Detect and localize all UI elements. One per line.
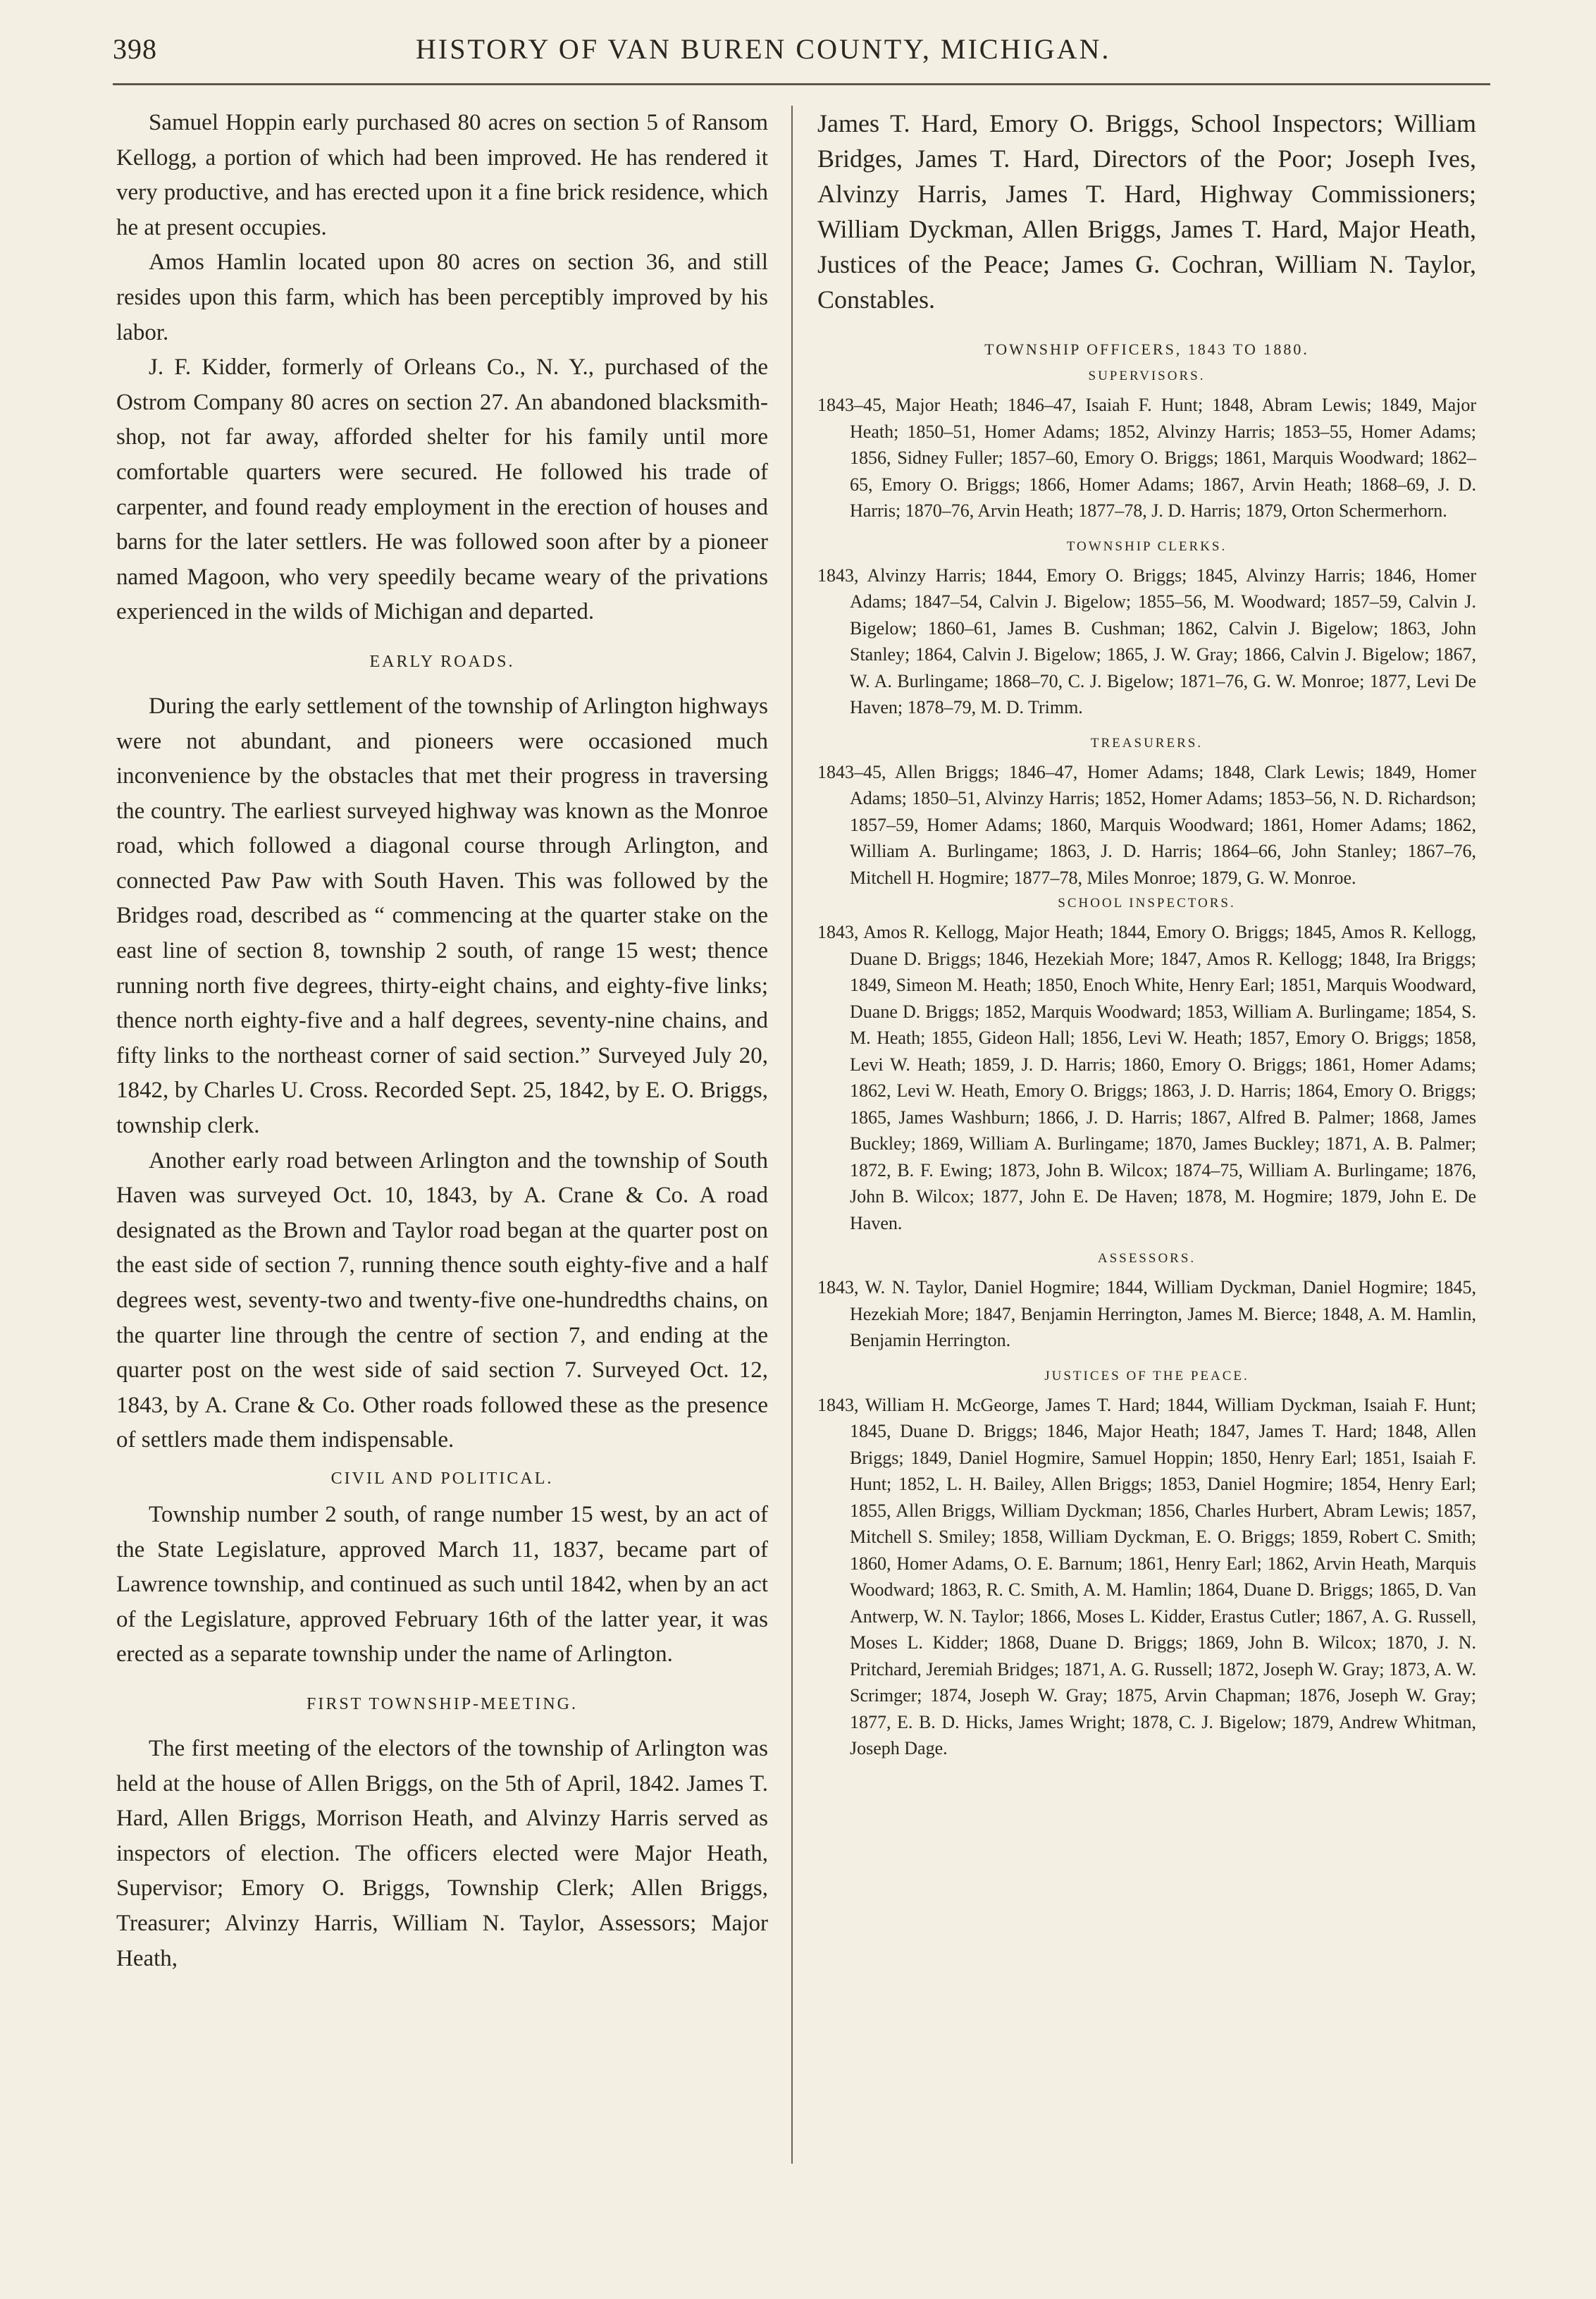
paragraph-roads-1: During the early settlement of the township of Arlington highways were not abundant, and pioneers were occasioned much inconvenience by the obstacles that met their progress in traversing the country. The earliest surveyed highway was known as the Monroe road, which followed a diagonal course through Arlington, and connected Paw Paw with South Haven. This was followed by the Bridges road, described as “ commencing at the quarter stake on the east line of section 8, township 2 south, of range 15 west; thence running north five degrees, thirty-eight chains, and eighty-five links; thence north eighty-five and a half degrees, seventy-nine chains, and fifty links to the northeast corner of said section.” Surveyed July 20, 1842, by Charles U. Cross. Recorded Sept. 25, 1842, by E. O. Briggs, township clerk. xyxy=(116,693,768,1139)
list-township-clerks: 1843, Alvinzy Harris; 1844, Emory O. Briggs; 1845, Alvinzy Harris; 1846, Homer Adams; 1847–54, Calvin J. Bigelow; 1855–56, M. Woodward; 1857–59, Calvin J. Bigelow; 1860–61, James B. Cushman; 1862, Calvin J. Bigelow; 1863, John Stanley; 1864, Calvin J. Bigelow; 1865, J. W. Gray; 1866, Calvin J. Bigelow; 1867, W. A. Burlingame; 1868–70, C. J. Bigelow; 1871–76, G. W. Monroe; 1877, Levi De Haven; 1878–79, M. D. Trimm. xyxy=(817,565,1476,717)
list-treasurers: 1843–45, Allen Briggs; 1846–47, Homer Adams; 1848, Clark Lewis; 1849, Homer Adams; 1850–51, Alvinzy Harris; 1852, Homer Adams; 1853–56, N. D. Richardson; 1857–59, Homer Adams; 1860, Marquis Woodward; 1861, Homer Adams; 1862, William A. Burlingame; 1863, J. D. Harris; 1864–66, John Stanley; 1867–76, Mitchell H. Hogmire; 1877–78, Miles Monroe; 1879, G. W. Monroe. xyxy=(817,761,1476,888)
paragraph-kidder: J. F. Kidder, formerly of Orleans Co., N. Y., purchased of the Ostrom Company 80 acres on section 27. An abandoned blacksmith-shop, not far away, afforded shelter for his family until more comfortable quarters were secured. He followed his trade of carpenter, and found ready employment in the erection of houses and barns for the later settlers. He was followed soon after by a pioneer named Magoon, who very speedily became weary of the privations experienced in the wilds of Michigan and departed. xyxy=(116,355,768,625)
right-column xyxy=(817,106,1476,1762)
heading-supervisors: SUPERVISORS. xyxy=(1088,369,1206,383)
list-justices: 1843, William H. McGeorge, James T. Hard; 1844, William Dyckman, Isaiah F. Hunt; 1845, Duane D. Briggs; 1846, Major Heath; 1847, James T. Hard; 1848, Allen Briggs; 1849, Daniel Hogmire, Samuel Hoppin; 1850, Henry Earl; 1851, Isaiah F. Hunt; 1852, L. H. Bailey, Allen Briggs; 1853, Daniel Hogmire; 1854, Henry Earl; 1855, Allen Briggs, William Dyckman; 1856, Charles Hurbert, Abram Lewis; 1857, Mitchell S. Smiley; 1858, William Dyckman, E. O. Briggs; 1859, Robert C. Smith; 1860, Homer Adams, O. E. Barnum; 1861, Henry Earl; 1862, Arvin Heath, Marquis Woodward; 1863, R. C. Smith, A. M. Hamlin; 1864, Duane D. Briggs; 1865, D. Van Antwerp, W. N. Taylor; 1866, Moses L. Kidder, Erastus Cutler; 1867, A. G. Russell, Moses L. Kidder; 1868, Duane D. Briggs; 1869, John B. Wilcox; 1870, J. N. Pritchard, Jeremiah Bridges; 1871, A. G. Russell; 1872, Joseph W. Gray; 1873, A. W. Scrimger; 1874, Joseph W. Gray; 1875, Arvin Chapman; 1876, Joseph W. Gray; 1877, E. B. D. Hicks, James Wright; 1878, C. J. Bigelow; 1879, Andrew Whitman, Joseph Dage. xyxy=(817,1394,1476,1758)
heading-early-roads: EARLY ROADS. xyxy=(369,652,515,671)
paragraph-hoppin: Samuel Hoppin early purchased 80 acres on section 5 of Ransom Kellogg, a portion of which had been improved. He has rendered it very productive, and has erected upon it a fine brick residence, which he at present occupies. xyxy=(116,110,768,240)
header-rule xyxy=(113,83,1490,85)
paragraph-roads-2: Another early road between Arlington and the township of South Haven was surveyed Oct. 10, 1843, by A. Crane & Co. A road designated as the Brown and Taylor road began at the quarter post on the east side of section 7, running thence south eighty-five and a half degrees west, seventy-two and twenty-five one-hundredths chains, on the quarter line through the centre of section 7, and ending at the quarter post on the west side of said section 7. Surveyed Oct. 12, 1843, by A. Crane & Co. Other roads followed these as the presence of settlers made them indispensable. xyxy=(116,1147,768,1453)
paragraph-meeting: The first meeting of the electors of the township of Arlington was held at the house of Allen Briggs, on the 5th of April, 1842. James T. Hard, Allen Briggs, Morrison Heath, and Alvinzy Harris served as inspectors of election. The officers elected were Major Heath, Supervisor; Emory O. Briggs, Township Clerk; Allen Briggs, Treasurer; Alvinzy Harris, William N. Taylor, Assessors; Major Heath, xyxy=(116,1735,768,1971)
heading-civil-political: CIVIL AND POLITICAL. xyxy=(330,1469,554,1488)
list-assessors: 1843, W. N. Taylor, Daniel Hogmire; 1844, William Dyckman, Daniel Hogmire; 1845, Hezekiah More; 1847, Benjamin Herrington, James M. Bierce; 1848, A. M. Hamlin, Benjamin Herrington. xyxy=(817,1277,1476,1350)
page-number: 398 xyxy=(113,33,157,65)
running-title: HISTORY OF VAN BUREN COUNTY, MICHIGAN. xyxy=(416,33,1111,65)
heading-treasurers: TREASURERS. xyxy=(1090,735,1204,751)
page-header xyxy=(113,28,1487,78)
list-school-inspectors: 1843, Amos R. Kellogg, Major Heath; 1844, Emory O. Briggs; 1845, Amos R. Kellogg, Duane D. Briggs; 1846, Hezekiah More; 1847, Amos R. Kellogg; 1848, Ira Briggs; 1849, Simeon M. Heath; 1850, Enoch White, Henry Earl; 1851, Marquis Woodward, Duane D. Briggs; 1852, Marquis Woodward; 1853, William A. Burlingame; 1854, S. M. Heath; 1855, Gideon Hall; 1856, Levi W. Heath; 1857, Emory O. Briggs; 1858, Levi W. Heath; 1859, J. D. Harris; 1860, Emory O. Briggs; 1861, Homer Adams; 1862, Levi W. Heath, Emory O. Briggs; 1863, J. D. Harris; 1864, Emory O. Briggs; 1865, James Washburn; 1866, J. D. Harris; 1867, Alfred B. Palmer; 1868, James Buckley; 1869, William A. Burlingame; 1870, James Buckley; 1871, A. B. Palmer; 1872, B. F. Ewing; 1873, John B. Wilcox; 1874–75, William A. Burlingame; 1876, John B. Wilcox; 1877, John E. De Haven; 1878, M. Hogmire; 1879, John E. De Haven. xyxy=(817,922,1476,1233)
paragraph-officers-continued: James T. Hard, Emory O. Briggs, School Inspectors; William Bridges, James T. Hard, Directors of the Poor; Joseph Ives, Alvinzy Harris, James T. Hard, Highway Commissioners; William Dyckman, Allen Briggs, James T. Hard, Major Heath, Justices of the Peace; James G. Cochran, William N. Taylor, Constables. xyxy=(817,109,1476,314)
heading-justices: JUSTICES OF THE PEACE. xyxy=(1044,1368,1249,1383)
paragraph-hamlin: Amos Hamlin located upon 80 acres on section 36, and still resides upon this farm, which has been perceptibly improved by his labor. xyxy=(116,249,768,345)
left-column xyxy=(116,106,768,1976)
heading-township-officers: TOWNSHIP OFFICERS, 1843 TO 1880. xyxy=(984,340,1309,358)
list-supervisors: 1843–45, Major Heath; 1846–47, Isaiah F. Hunt; 1848, Abram Lewis; 1849, Major Heath; 1850–51, Homer Adams; 1852, Alvinzy Harris; 1853–55, Homer Adams; 1856, Sidney Fuller; 1857–60, Emory O. Briggs; 1861, Marquis Woodward; 1862–65, Emory O. Briggs; 1866, Homer Adams; 1867, Arvin Heath; 1868–69, J. D. Harris; 1870–76, Arvin Heath; 1877–78, J. D. Harris; 1879, Orton Schermerhorn. xyxy=(817,395,1476,521)
heading-township-clerks: TOWNSHIP CLERKS. xyxy=(1066,538,1227,554)
column-divider xyxy=(791,106,793,2164)
heading-first-meeting: FIRST TOWNSHIP-MEETING. xyxy=(306,1694,579,1713)
heading-assessors: ASSESSORS. xyxy=(1097,1251,1196,1266)
heading-school-inspectors: SCHOOL INSPECTORS. xyxy=(1058,896,1236,911)
paragraph-civil: Township number 2 south, of range number 15 west, by an act of the State Legislature, approved March 11, 1837, became part of Lawrence township, and continued as such until 1842, when by an act of the Legislature, approved February 16th of the latter year, it was erected as a separate township under the name of Arlington. xyxy=(116,1501,768,1668)
